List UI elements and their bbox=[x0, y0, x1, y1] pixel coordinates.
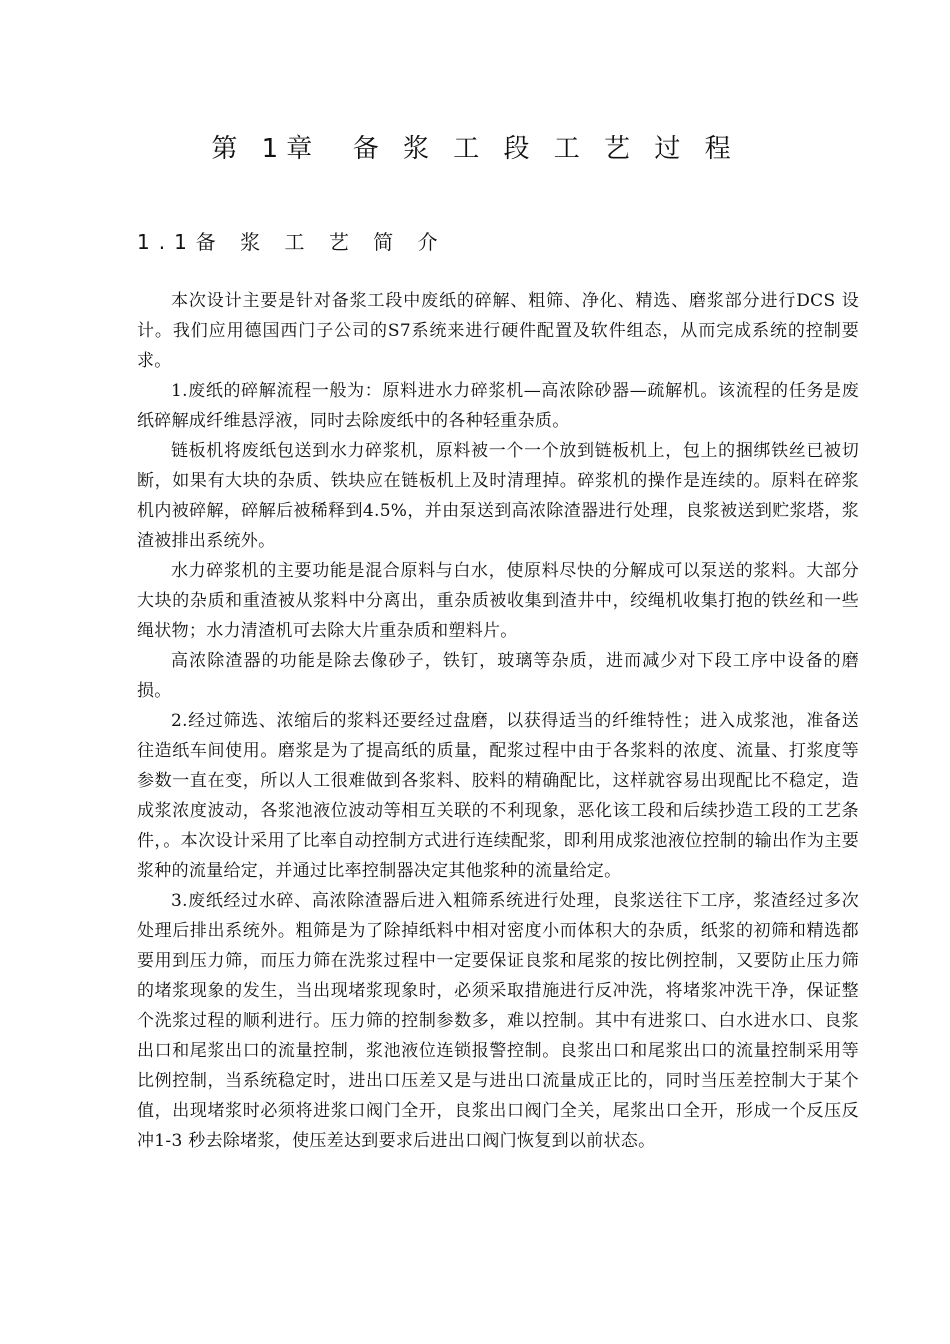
paragraph-pulping-flow: 1.废纸的碎解流程一般为：原料进水力碎浆机—高浓除砂器—疏解机。该流程的任务是废纸碎解成纤维悬浮液，同时去除废纸中的各种轻重杂质。 bbox=[137, 381, 859, 431]
chapter-title: 第 1章 备 浆 工 段 工 艺 过 程 bbox=[211, 134, 739, 164]
paragraph-chain-conveyor: 链板机将废纸包送到水力碎浆机，原料被一个一个放到链板机上，包上的捆绑铁丝已被切断，如果有大块的杂质、铁块应在链板机上及时清理掉。碎浆机的操作是连续的。原料在碎浆机内被碎解，碎解后被稀释到4.5%，并由泵送到高浓除渣器进行处理，良浆被送到贮浆塔，浆渣被排出系统外。 bbox=[137, 441, 859, 551]
body-text bbox=[137, 286, 859, 1156]
paragraph-hydrapulper: 水力碎浆机的主要功能是混合原料与白水，使原料尽快的分解成可以泵送的浆料。大部分大块的杂质和重渣被从浆料中分离出，重杂质被收集到渣井中，绞绳机收集打抱的铁丝和一些绳状物；水力清渣机可去除大片重杂质和塑料片。 bbox=[137, 561, 859, 641]
section-title: 1.1备 浆 工 艺 简 介 bbox=[137, 230, 447, 254]
paragraph-intro: 本次设计主要是针对备浆工段中废纸的碎解、粗筛、净化、精选、磨浆部分进行DCS 设计。我们应用德国西门子公司的S7系统来进行硬件配置及软件组态，从而完成系统的控制要求。 bbox=[137, 291, 859, 371]
paragraph-screening: 3.废纸经过水碎、高浓除渣器后进入粗筛系统进行处理，良浆送往下工序，浆渣经过多次处理后排出系统外。粗筛是为了除掉纸料中相对密度小而体积大的杂质，纸浆的初筛和精选都要用到压力筛，而压力筛在洗浆过程中一定要保证良浆和尾浆的按比例控制，又要防止压力筛的堵浆现象的发生，当出现堵浆现象时，必须采取措施进行反冲洗，将堵浆冲洗干净，保证整个洗浆过程的顺利进行。压力筛的控制参数多，难以控制。其中有进浆口、白水进水口、良浆出口和尾浆出口的流量控制，浆池液位连锁报警控制。良浆出口和尾浆出口的流量控制采用等比例控制，当系统稳定时，进出口压差又是与进出口流量成正比的，同时当压差控制大于某个值，出现堵浆时必须将进浆口阀门全开，良浆出口阀门全关，尾浆出口全开，形成一个反压反冲1-3 秒去除堵浆，使压差达到要求后进出口阀门恢复到以前状态。 bbox=[137, 891, 859, 1151]
paragraph-cleaner: 高浓除渣器的功能是除去像砂子，铁钉，玻璃等杂质，进而减少对下段工序中设备的磨损。 bbox=[137, 651, 859, 701]
paragraph-refining: 2.经过筛选、浓缩后的浆料还要经过盘磨，以获得适当的纤维特性；进入成浆池，准备送往造纸车间使用。磨浆是为了提高纸的质量，配浆过程中由于各浆料的浓度、流量、打浆度等参数一直在变，所以人工很难做到各浆料、胶料的精确配比，这样就容易出现配比不稳定，造成浆浓度波动，各浆池液位波动等相互关联的不利现象，恶化该工段和后续抄造工段的工艺条件，。本次设计采用了比率自动控制方式进行连续配浆，即利用成浆池液位控制的输出作为主要浆种的流量给定，并通过比率控制器决定其他浆种的流量给定。 bbox=[137, 711, 859, 881]
